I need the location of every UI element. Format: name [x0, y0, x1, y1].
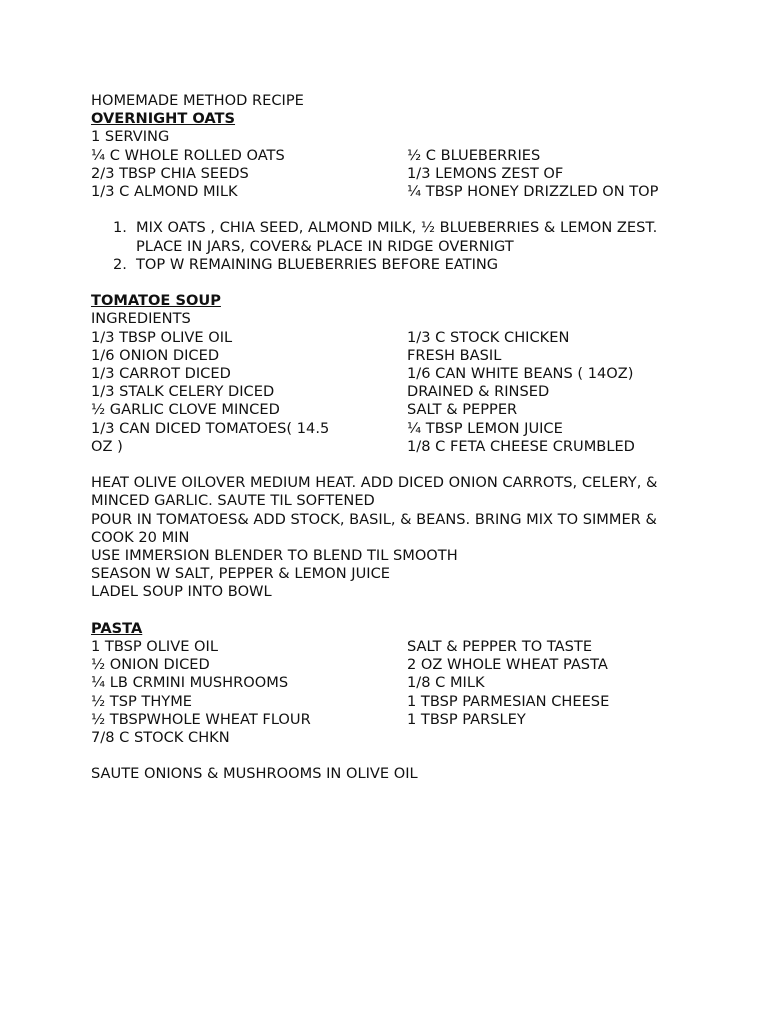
step-item: [91, 256, 691, 274]
step-item: [91, 219, 691, 255]
ingredient-line: 1/3 LEMONS ZEST OF: [407, 164, 564, 182]
ingredient-line: ½ GARLIC CLOVE MINCED: [91, 401, 280, 419]
ingredient-line: 1/3 C STOCK CHICKEN: [407, 328, 570, 346]
ingredient-line: 1 TBSP PARMESIAN CHEESE: [407, 692, 610, 710]
recipe-document: [91, 92, 691, 784]
direction-line: HEAT OLIVE OILOVER MEDIUM HEAT. ADD DICED ONION CARROTS, CELERY, &: [91, 474, 658, 492]
pasta-ingredients: [91, 638, 691, 747]
ingredient-line: SALT & PEPPER TO TASTE: [407, 638, 593, 656]
ingredient-line: 1/3 STALK CELERY DICED: [91, 383, 275, 401]
oats-heading: OVERNIGHT OATS: [91, 110, 236, 128]
ingredient-line: DRAINED & RINSED: [407, 383, 550, 401]
ingredient-line: FRESH BASIL: [407, 346, 502, 364]
oats-ingredients-right: [407, 147, 691, 202]
ingredient-line: 1 TBSP PARSLEY: [407, 710, 526, 728]
ingredient-line: 1/6 CAN WHITE BEANS ( 14OZ): [407, 365, 634, 383]
ingredient-line: 1/3 C ALMOND MILK: [91, 183, 238, 201]
spacer: [91, 274, 691, 292]
ingredient-line: 1/3 CARROT DICED: [91, 365, 231, 383]
soup-ingredients-left: [91, 329, 407, 456]
spacer: [91, 602, 691, 620]
ingredient-line: ½ TBSPWHOLE WHEAT FLOUR: [91, 710, 311, 728]
direction-line: COOK 20 MIN: [91, 528, 190, 546]
direction-line: SAUTE ONIONS & MUSHROOMS IN OLIVE OIL: [91, 765, 418, 783]
document-title: HOMEMADE METHOD RECIPE: [91, 92, 304, 109]
ingredient-line: ¼ TBSP LEMON JUICE: [407, 419, 563, 437]
ingredient-line: 1/3 TBSP OLIVE OIL: [91, 328, 233, 346]
soup-subheading: INGREDIENTS: [91, 310, 191, 328]
ingredient-line: ½ TSP THYME: [91, 692, 193, 710]
ingredient-line: 1/6 ONION DICED: [91, 346, 220, 364]
ingredient-line: ½ ONION DICED: [91, 656, 210, 674]
ingredient-line: 1 TBSP OLIVE OIL: [91, 638, 218, 656]
ingredient-line: 7/8 C STOCK CHKN: [91, 729, 230, 747]
spacer: [91, 201, 691, 219]
spacer: [91, 747, 691, 765]
pasta-directions: [91, 765, 691, 783]
soup-ingredients-right: [407, 329, 691, 456]
pasta-ingredients-right: [407, 638, 691, 747]
direction-line: LADEL SOUP INTO BOWL: [91, 583, 272, 601]
ingredient-line: 2 OZ WHOLE WHEAT PASTA: [407, 656, 608, 674]
direction-line: MINCED GARLIC. SAUTE TIL SOFTENED: [91, 492, 375, 510]
ingredient-line: ½ C BLUEBERRIES: [407, 146, 541, 164]
pasta-heading: PASTA: [91, 619, 143, 637]
oats-ingredients: [91, 147, 691, 202]
oats-ingredients-left: [91, 147, 407, 202]
step-text: TOP W REMAINING BLUEBERRIES BEFORE EATING: [136, 255, 499, 273]
oats-serving: 1 SERVING: [91, 128, 170, 146]
ingredient-line: OZ ): [91, 437, 123, 455]
step-number: 2.: [113, 255, 127, 273]
ingredient-line: ¼ TBSP HONEY DRIZZLED ON TOP: [407, 183, 659, 201]
step-text: MIX OATS , CHIA SEED, ALMOND MILK, ½ BLUEBERRIES & LEMON ZEST.: [136, 219, 658, 237]
soup-ingredients: [91, 329, 691, 456]
ingredient-line: ¼ LB CRMINI MUSHROOMS: [91, 674, 289, 692]
soup-directions: [91, 474, 691, 601]
spacer: [91, 456, 691, 474]
oats-steps: [91, 219, 691, 274]
ingredient-line: ¼ C WHOLE ROLLED OATS: [91, 146, 285, 164]
ingredient-line: SALT & PEPPER: [407, 401, 518, 419]
ingredient-line: 1/3 CAN DICED TOMATOES( 14.5: [91, 419, 330, 437]
direction-line: POUR IN TOMATOES& ADD STOCK, BASIL, & BEANS. BRING MIX TO SIMMER &: [91, 510, 657, 528]
direction-line: USE IMMERSION BLENDER TO BLEND TIL SMOOTH: [91, 547, 458, 565]
ingredient-line: 1/8 C FETA CHEESE CRUMBLED: [407, 437, 635, 455]
pasta-ingredients-left: [91, 638, 407, 747]
soup-heading: TOMATOE SOUP: [91, 292, 221, 310]
ingredient-line: 1/8 C MILK: [407, 674, 485, 692]
ingredient-line: 2/3 TBSP CHIA SEEDS: [91, 164, 249, 182]
step-number: 1.: [113, 219, 127, 237]
step-text: PLACE IN JARS, COVER& PLACE IN RIDGE OVERNIGT: [136, 237, 514, 255]
direction-line: SEASON W SALT, PEPPER & LEMON JUICE: [91, 565, 391, 583]
